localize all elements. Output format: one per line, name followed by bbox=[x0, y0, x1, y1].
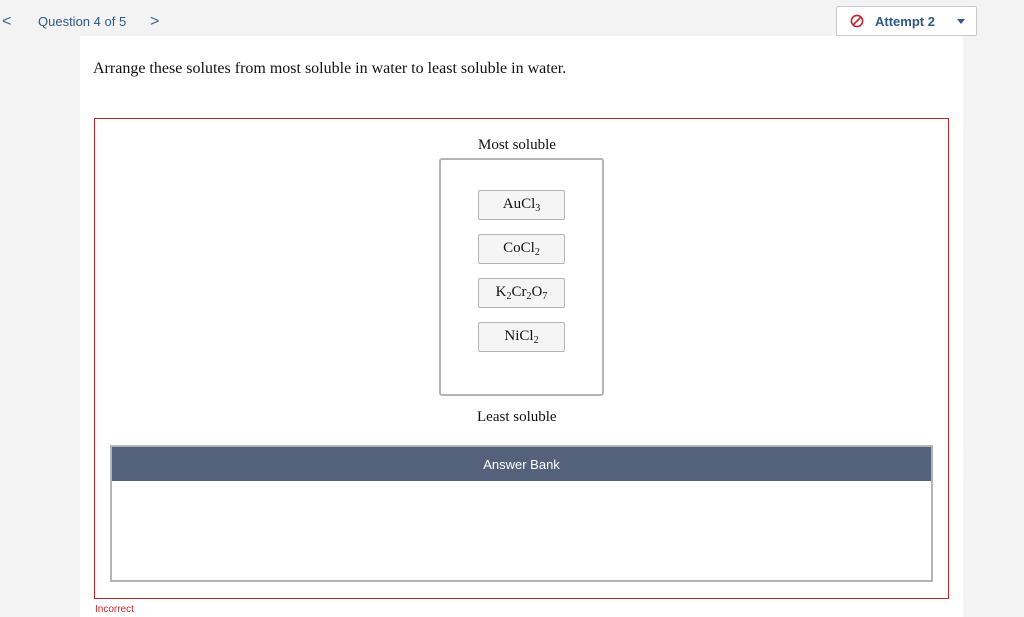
question-counter: Question 4 of 5 bbox=[38, 14, 127, 29]
attempt-dropdown[interactable] bbox=[836, 6, 977, 36]
ranking-item-k2cr2o7[interactable]: $K_2Cr_2O_7$ bbox=[478, 278, 565, 308]
attempt-label: Attempt 2 bbox=[875, 14, 935, 29]
feedback-status: Incorrect bbox=[95, 604, 134, 615]
answer-bank[interactable] bbox=[110, 445, 933, 582]
next-question-button[interactable]: > bbox=[150, 13, 160, 30]
caret-down-icon bbox=[957, 19, 965, 24]
ranking-item-niCl2[interactable]: NiCl$_2$ bbox=[478, 322, 565, 352]
most-soluble-label: Most soluble bbox=[478, 137, 556, 153]
ranking-item-auCl3[interactable]: AuCl$_3$ bbox=[478, 190, 565, 220]
prohibited-icon bbox=[850, 14, 864, 33]
question-navigation-bar bbox=[0, 0, 1024, 40]
ranking-item-coCl2[interactable]: CoCl$_2$ bbox=[478, 234, 565, 264]
previous-question-button[interactable]: < bbox=[2, 13, 12, 30]
answer-bank-header: Answer Bank bbox=[112, 447, 931, 481]
question-prompt: Arrange these solutes from most soluble in water to least soluble in water. bbox=[93, 60, 567, 77]
least-soluble-label: Least soluble bbox=[477, 409, 557, 425]
